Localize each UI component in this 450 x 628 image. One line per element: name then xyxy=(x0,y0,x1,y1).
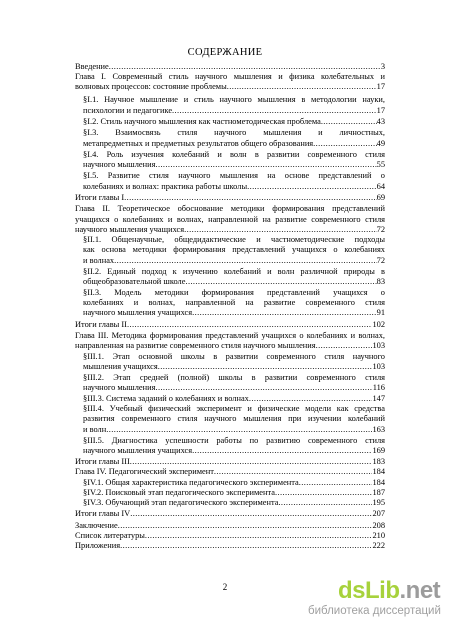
toc-dot-leader xyxy=(184,225,377,235)
toc-entry xyxy=(83,478,385,488)
toc-entry-page: 183 xyxy=(372,457,385,466)
toc-entry-page: 103 xyxy=(372,362,385,371)
toc-entry-page: 43 xyxy=(376,117,385,126)
toc-entry xyxy=(75,509,385,519)
toc-entry-text: Приложения xyxy=(75,541,121,550)
toc-entry-page: 83 xyxy=(376,277,385,286)
page-title: СОДЕРЖАНИЕ xyxy=(187,47,263,58)
toc-entry-text: развития современного стиля научного мышления при изучении колебаний xyxy=(83,414,385,423)
toc-entry-text: Заключение xyxy=(75,521,118,530)
toc-entry-text: §IV.1. Общая характеристика педагогического эксперимента xyxy=(83,478,299,487)
toc-entry xyxy=(75,531,385,541)
toc-entry-text: Глава IV. Педагогический эксперимент xyxy=(75,467,214,476)
toc-entry-text: Итоги главы III xyxy=(75,457,130,466)
toc-entry xyxy=(83,117,385,127)
toc-entry xyxy=(83,128,385,138)
toc-entry xyxy=(75,341,385,351)
toc-entry-page: 69 xyxy=(376,193,385,202)
toc-entry-text: Глава III. Методика формирования представлений учащихся о колебаниях и волнах, xyxy=(75,331,385,340)
toc-dot-leader xyxy=(275,488,372,498)
toc-entry xyxy=(83,171,385,181)
toc-entry xyxy=(83,139,385,149)
toc-dot-leader xyxy=(114,256,377,266)
toc-entry xyxy=(83,267,385,277)
toc-entry xyxy=(75,541,385,551)
toc-entry xyxy=(83,95,385,105)
toc-entry xyxy=(75,204,385,214)
toc-entry xyxy=(83,394,385,404)
toc-entry xyxy=(83,498,385,508)
page-number: 2 xyxy=(222,582,228,592)
toc-entry xyxy=(75,331,385,341)
toc-entry xyxy=(83,446,385,456)
toc-dot-leader xyxy=(316,341,373,351)
toc-entry-text: научного мышления xyxy=(83,160,156,169)
toc-dot-leader xyxy=(192,446,372,456)
toc-entry xyxy=(75,193,385,203)
toc-dot-leader xyxy=(145,531,373,541)
toc-dot-leader xyxy=(106,425,372,435)
toc-entry-page: 55 xyxy=(376,160,385,169)
toc-entry-text: учащихся о колебаниях и волнах, направленной на развитие современного стиля xyxy=(75,215,385,224)
toc-entry-text: научного мышления xyxy=(83,383,156,392)
toc-dot-leader xyxy=(321,117,377,127)
toc-entry-page: 17 xyxy=(376,82,385,91)
toc-dot-leader xyxy=(214,467,373,477)
toc-entry-text: Введение xyxy=(75,62,109,71)
watermark-logo-domain: .net xyxy=(399,577,441,604)
toc-entry xyxy=(75,521,385,531)
toc-entry-page: 208 xyxy=(372,521,385,530)
toc-entry-page: 72 xyxy=(376,225,385,234)
toc-entry xyxy=(83,373,385,383)
toc-entry-text: §IV.3. Обучающий этап педагогического эксперимента xyxy=(83,498,279,507)
toc-dot-leader xyxy=(155,160,376,170)
watermark-logo xyxy=(338,577,440,605)
toc-entry xyxy=(83,414,385,424)
toc-entry-page: 17 xyxy=(376,106,385,115)
toc-dot-leader xyxy=(130,509,372,519)
toc-entry-text: §I.3. Взаимосвязь стиля научного мышления и личностных, xyxy=(83,128,385,137)
toc-entry-page: 184 xyxy=(372,478,385,487)
toc-entry-text: §I.5. Развитие стиля научного мышления на основе представлений о xyxy=(83,171,385,180)
toc-entry-page: 3 xyxy=(380,62,385,71)
toc-entry xyxy=(83,150,385,160)
toc-dot-leader xyxy=(313,139,376,149)
toc-entry xyxy=(75,320,385,330)
toc-entry-text: научного мышления учащихся xyxy=(83,446,193,455)
toc-entry xyxy=(75,467,385,477)
toc-entry xyxy=(83,182,385,192)
watermark-logo-main: dsLib xyxy=(338,577,400,604)
toc-entry-text: мышления учащихся xyxy=(83,362,158,371)
toc-entry xyxy=(83,436,385,446)
toc-entry-page: 222 xyxy=(372,541,385,550)
toc-entry xyxy=(83,488,385,498)
toc-dot-leader xyxy=(278,498,372,508)
toc-dot-leader xyxy=(172,106,377,116)
toc-entry-text: §III.2. Этап средней (полной) школы в развитии современного стиля xyxy=(83,373,385,382)
toc-entry xyxy=(83,308,385,318)
toc-entry-text: §II.1. Общенаучные, общедидактические и частнометодические подходы xyxy=(83,235,385,244)
toc-entry xyxy=(83,404,385,414)
toc-dot-leader xyxy=(127,320,372,330)
toc-entry-page: 116 xyxy=(372,383,385,392)
toc-dot-leader xyxy=(109,62,381,72)
toc-entry xyxy=(75,457,385,467)
toc-entry-text: §III.1. Этап основной школы в развитии современного стиля научного xyxy=(83,352,385,361)
toc-entry-text: §IV.2. Поисковый этап педагогического эксперимента xyxy=(83,488,275,497)
toc-dot-leader xyxy=(158,362,373,372)
toc-entry xyxy=(83,277,385,287)
toc-entry xyxy=(83,362,385,372)
toc-dot-leader xyxy=(192,308,377,318)
toc-entry xyxy=(83,235,385,245)
toc-dot-leader xyxy=(247,182,377,192)
toc-dot-leader xyxy=(299,478,373,488)
toc-entry xyxy=(83,298,385,308)
toc-entry xyxy=(75,225,385,235)
toc-entry-page: 147 xyxy=(372,394,385,403)
toc-entry-text: общеобразовательной школе xyxy=(83,277,186,286)
toc-entry-page: 195 xyxy=(372,498,385,507)
toc-entry-text: Итоги главы II xyxy=(75,320,127,329)
toc-entry xyxy=(75,82,385,92)
toc-entry-page: 103 xyxy=(372,341,385,350)
toc-entry-text: волновых процессов: состояние проблемы xyxy=(75,82,227,91)
toc-entry xyxy=(83,160,385,170)
toc-entry xyxy=(83,288,385,298)
toc-entry-page: 72 xyxy=(376,256,385,265)
toc-entry-text: §III.3. Система заданий о колебаниях и волнах xyxy=(83,394,249,403)
toc-entry-text: §II.2. Единый подход к изучению колебаний и волн различной природы в xyxy=(83,267,385,276)
toc-entry-text: и волнах xyxy=(83,256,115,265)
toc-dot-leader xyxy=(227,82,377,92)
toc-entry-text: §I.1. Научное мышление и стиль научного мышления в методологии науки, xyxy=(83,95,385,104)
toc-entry-text: и волн xyxy=(83,425,107,434)
toc-entry-text: колебаниях и волнах: практика работы школы xyxy=(83,182,248,191)
toc-entry-text: §III.5. Диагностика успешности работы по развитию современного стиля xyxy=(83,436,385,445)
toc-entry-text: §III.4. Учебный физический эксперимент и физические модели как средства xyxy=(83,404,385,413)
toc-entry-text: колебаниях и волнах, направленной на развитие современного стиля xyxy=(83,298,385,307)
toc-entry-page: 64 xyxy=(376,182,385,191)
toc-entry xyxy=(75,72,385,82)
toc-entry xyxy=(75,62,385,72)
toc-entry-text: §I.2. Стиль научного мышления как частнометодическая проблема xyxy=(83,117,321,126)
toc-entry-text: научного мышления учащихся xyxy=(83,308,193,317)
toc-entry-text: Итоги главы I xyxy=(75,193,125,202)
toc-entry-page: 102 xyxy=(372,320,385,329)
toc-entry-page: 187 xyxy=(372,488,385,497)
toc-entry-text: Глава II. Теоретическое обоснование методики формирования представлений xyxy=(75,204,385,213)
toc-dot-leader xyxy=(118,521,373,531)
toc-entry-text: §I.4. Роль изучения колебаний и волн в развитии современного стиля xyxy=(83,150,385,159)
toc-entry-page: 184 xyxy=(372,467,385,476)
watermark-subtitle: библиотека диссертаций xyxy=(308,605,441,617)
toc-entry xyxy=(83,106,385,116)
toc-entry-text: Итоги главы IV xyxy=(75,509,131,518)
toc-entry-text: направленная на развитие современного стиля научного мышления xyxy=(75,341,316,350)
toc-entry-page: 169 xyxy=(372,446,385,455)
toc-entry-text: §II.3. Модель методики формирования представлений учащихся о xyxy=(83,288,385,297)
toc-dot-leader xyxy=(185,277,376,287)
toc-entry-page: 207 xyxy=(372,509,385,518)
toc-entry xyxy=(83,245,385,255)
toc-entry-text: метапредметных и предметных результатов общего образования xyxy=(83,139,314,148)
toc-dot-leader xyxy=(120,541,372,551)
toc-entry-text: Глава I. Современный стиль научного мышления и физика колебательных и xyxy=(75,72,385,81)
toc-entry-page: 91 xyxy=(376,308,385,317)
toc-entry-page: 163 xyxy=(372,425,385,434)
toc-entry-text: как основа методики формирования представлений учащихся о колебаниях xyxy=(83,245,385,254)
toc-entry-page: 210 xyxy=(372,531,385,540)
toc-entry xyxy=(83,425,385,435)
toc-dot-leader xyxy=(249,394,373,404)
toc-entry-text: психологии и педагогике xyxy=(83,106,173,115)
toc-entry xyxy=(83,352,385,362)
toc-entry xyxy=(83,383,385,393)
toc-dot-leader xyxy=(130,457,373,467)
toc-entry xyxy=(75,215,385,225)
toc-entry-text: научного мышления учащихся xyxy=(75,225,185,234)
toc-dot-leader xyxy=(124,193,376,203)
toc-entry-page: 49 xyxy=(376,139,385,148)
toc-entry-text: Список литературы xyxy=(75,531,145,540)
toc-entry xyxy=(83,256,385,266)
toc-dot-leader xyxy=(155,383,372,393)
